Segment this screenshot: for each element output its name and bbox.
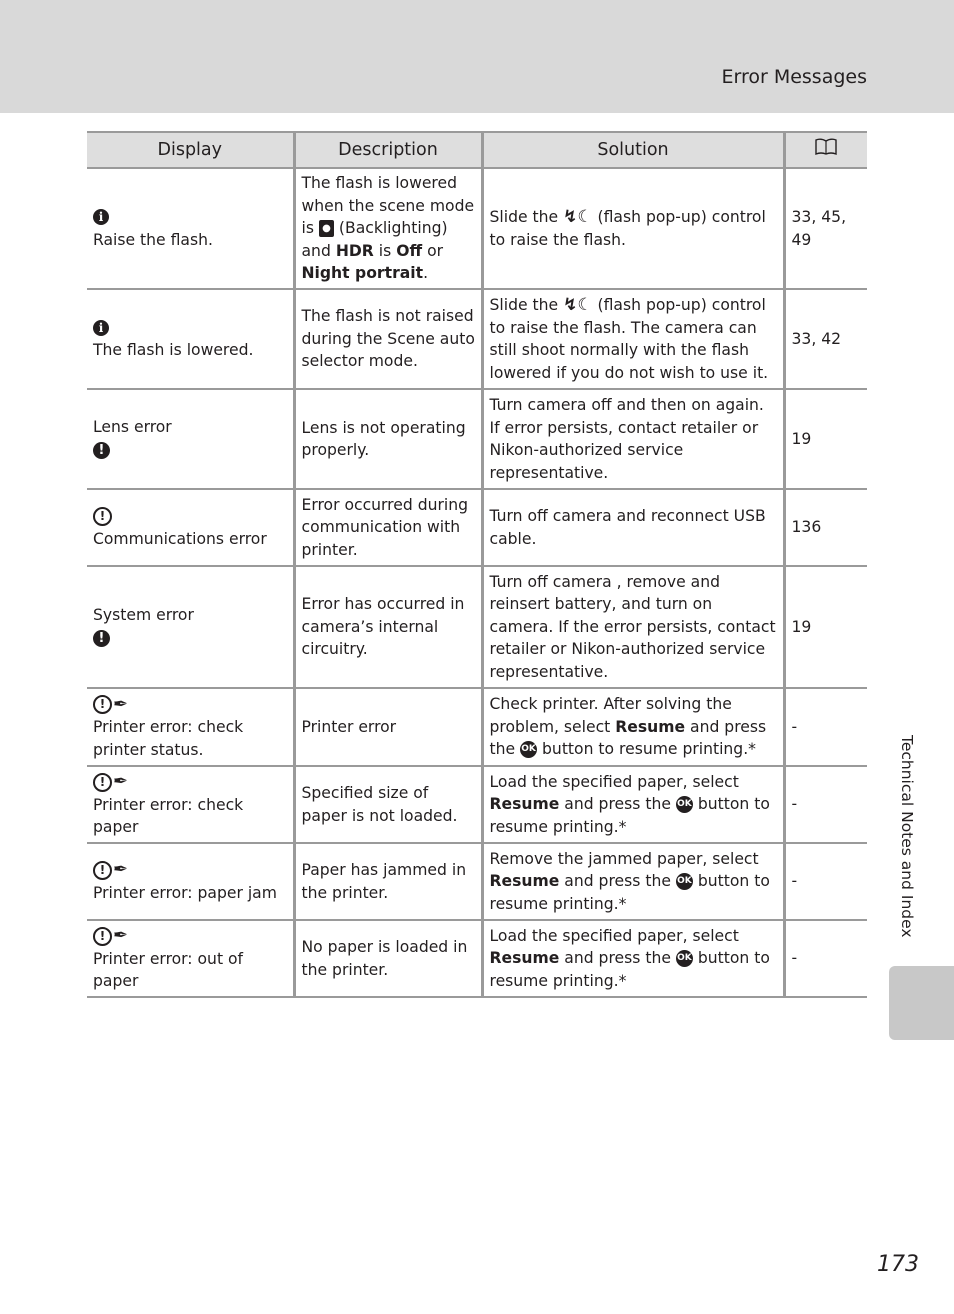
page-ref-cell: - <box>784 843 867 920</box>
solution-cell: Turn camera off and then on again. If error persists, contact retailer or Nikon-authorized service representative. <box>482 389 784 489</box>
error-outline-icon: ! <box>93 927 112 946</box>
page-ref-cell: 33, 42 <box>784 289 867 389</box>
solution-cell: Load the specified paper, select Resume and press the OK button to resume printing.* <box>482 920 784 997</box>
display-cell <box>87 843 294 920</box>
solution-cell: Load the specified paper, select Resume and press the OK button to resume printing.* <box>482 766 784 843</box>
display-message: Printer error: out of paper <box>93 949 244 990</box>
page-number: 173 <box>877 1252 919 1277</box>
backlighting-scene-icon: ● <box>319 220 334 237</box>
column-header-solution: Solution <box>482 132 784 168</box>
display-cell <box>87 566 294 688</box>
flash-popup-icon: ↯☾ <box>563 295 593 316</box>
description-cell: The flash is not raised during the Scene auto selector mode. <box>294 289 482 389</box>
description-cell: Paper has jammed in the printer. <box>294 843 482 920</box>
ok-button-icon: OK <box>520 741 537 758</box>
table-row <box>87 566 867 688</box>
display-cell <box>87 766 294 843</box>
page-ref-cell: 33, 45, 49 <box>784 168 867 289</box>
page-ref-cell: - <box>784 920 867 997</box>
table-row <box>87 766 867 843</box>
page-ref-cell: - <box>784 766 867 843</box>
display-message: Printer error: paper jam <box>93 883 277 902</box>
column-header-description: Description <box>294 132 482 168</box>
solution-cell: Slide the ↯☾ (flash pop-up) control to raise the flash. The camera can still shoot normally with the flash lowered if you do not wish to use it. <box>482 289 784 389</box>
description-cell: Error occurred during communication with printer. <box>294 489 482 566</box>
ok-button-icon: OK <box>676 796 693 813</box>
display-message: System error <box>93 606 194 625</box>
display-cell <box>87 489 294 566</box>
display-message: Lens error <box>93 418 172 437</box>
description-cell: No paper is loaded in the printer. <box>294 920 482 997</box>
section-title: Error Messages <box>721 66 867 88</box>
table-row <box>87 920 867 997</box>
error-outline-icon: ! <box>93 773 112 792</box>
error-messages-table <box>87 131 867 998</box>
display-cell <box>87 688 294 766</box>
display-message: Raise the flash. <box>93 230 213 249</box>
flash-info-icon: i <box>93 320 109 336</box>
solution-cell: Turn off camera , remove and reinsert battery, and turn on camera. If the error persists, contact retailer or Nikon-authorized service representative. <box>482 566 784 688</box>
solution-cell: Turn off camera and reconnect USB cable. <box>482 489 784 566</box>
description-cell: Error has occurred in camera’s internal circuitry. <box>294 566 482 688</box>
page-ref-cell: 19 <box>784 566 867 688</box>
error-outline-icon: ! <box>93 861 112 880</box>
column-header-display: Display <box>87 132 294 168</box>
description-cell: Printer error <box>294 688 482 766</box>
display-message: Printer error: check paper <box>93 795 244 836</box>
table-header-row <box>87 132 867 168</box>
warning-icon: ! <box>93 630 110 647</box>
ok-button-icon: OK <box>676 873 693 890</box>
table-row <box>87 389 867 489</box>
page-ref-cell: 136 <box>784 489 867 566</box>
display-cell <box>87 168 294 289</box>
flash-popup-icon: ↯☾ <box>563 207 593 228</box>
table-row <box>87 688 867 766</box>
table-row <box>87 843 867 920</box>
table-row <box>87 489 867 566</box>
solution-cell: Check printer. After solving the problem, select Resume and press the OK button to resume printing.* <box>482 688 784 766</box>
printer-icon: ✒ <box>113 771 129 792</box>
header-band <box>0 0 954 113</box>
page-ref-cell: 19 <box>784 389 867 489</box>
printer-icon: ✒ <box>113 859 129 881</box>
warning-icon: ! <box>93 442 110 459</box>
side-tab-label: Technical Notes and Index <box>898 735 916 938</box>
side-tab-marker <box>889 966 954 1040</box>
display-message: The flash is lowered. <box>93 341 254 360</box>
ok-button-icon: OK <box>676 950 693 967</box>
description-cell: Specified size of paper is not loaded. <box>294 766 482 843</box>
error-outline-icon: ! <box>93 695 112 714</box>
error-outline-icon: ! <box>93 507 112 526</box>
display-message: Printer error: check printer status. <box>93 718 244 759</box>
display-message: Communications error <box>93 529 267 548</box>
printer-icon: ✒ <box>113 925 129 946</box>
table-row <box>87 168 867 289</box>
printer-icon: ✒ <box>113 693 129 715</box>
flash-info-icon: i <box>93 209 109 225</box>
solution-cell: Remove the jammed paper, select Resume and press the OK button to resume printing.* <box>482 843 784 920</box>
book-reference-icon <box>815 138 837 156</box>
description-cell: Lens is not operating properly. <box>294 389 482 489</box>
solution-cell: Slide the ↯☾ (flash pop-up) control to raise the flash. <box>482 168 784 289</box>
description-cell: The flash is lowered when the scene mode is ● (Backlighting) and HDR is Off or Night portrait. <box>294 168 482 289</box>
display-cell <box>87 389 294 489</box>
table-row <box>87 289 867 389</box>
display-cell <box>87 289 294 389</box>
column-header-reference <box>784 132 867 168</box>
page-ref-cell: - <box>784 688 867 766</box>
display-cell <box>87 920 294 997</box>
